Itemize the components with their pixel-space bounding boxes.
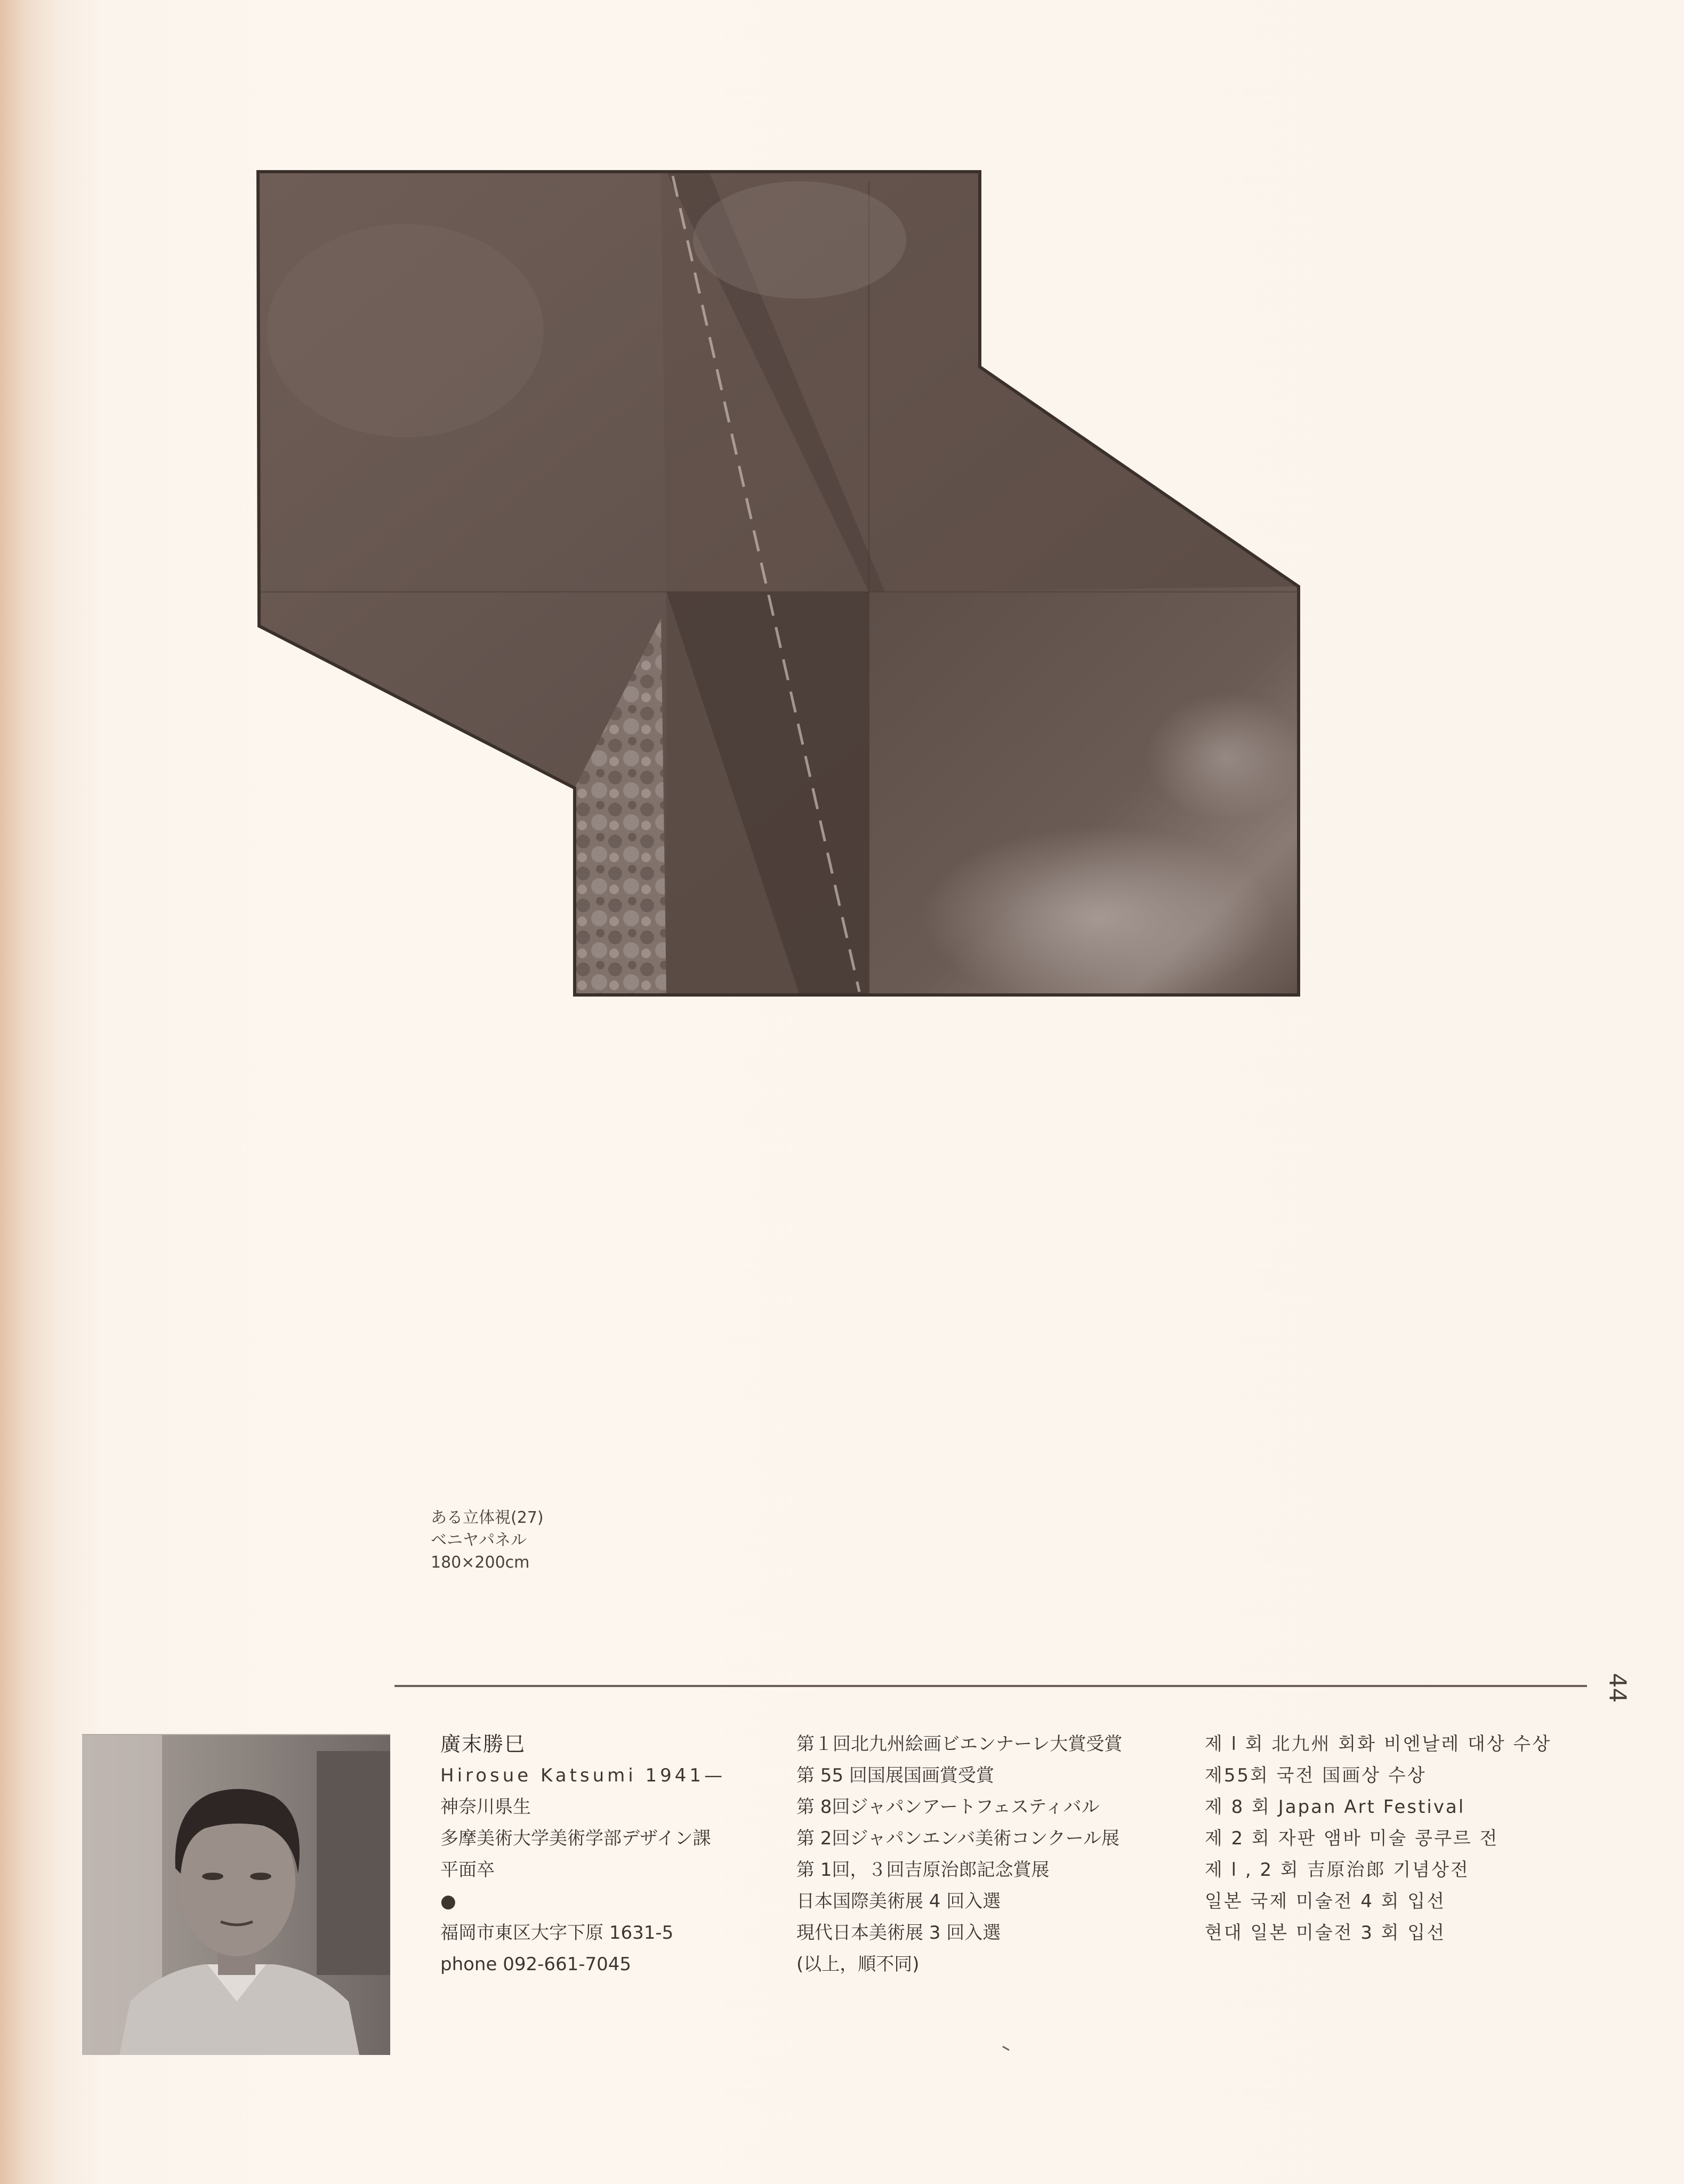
section-divider (394, 1685, 1587, 1687)
awards-list-jp (796, 1729, 1122, 1980)
award-item: 第１回北九州絵画ビエンナーレ大賞受賞 (796, 1733, 1123, 1755)
artwork-title: ある立体視(27) (431, 1508, 544, 1527)
award-item-ko: 일본 국제 미술전 4 회 입선 (1205, 1891, 1446, 1912)
award-item: 日本国際美術展 4 回入選 (796, 1891, 1001, 1912)
award-item: 現代日本美術展 3 回入選 (796, 1922, 1001, 1944)
artist-education-line2: 平面卒 (440, 1859, 495, 1881)
artist-address: 福岡市東区大字下原 1631-5 (440, 1922, 674, 1944)
award-item-ko: 현대 일본 미술전 3 회 입선 (1205, 1922, 1446, 1944)
artwork-medium: ベニヤパネル (431, 1531, 527, 1549)
artist-name-en: Hirosue Katsumi 1941— (440, 1765, 726, 1786)
artwork-dimensions: 180×200cm (431, 1553, 530, 1572)
award-note: (以上，順不同) (796, 1954, 920, 1975)
artist-phone: phone 092-661-7045 (440, 1954, 632, 1975)
award-item-ko: 제55회 국전 国画상 수상 (1205, 1765, 1427, 1786)
artist-name-jp: 廣末勝巳 (440, 1732, 526, 1756)
page-number: 44 (1604, 1673, 1631, 1703)
award-item: 第 2回ジャパンエンバ美術コンクール展 (796, 1828, 1120, 1849)
award-item: 第 55 回国展国画賞受賞 (796, 1765, 994, 1786)
award-item-ko: 제 2 회 자판 앰바 미술 콩쿠르 전 (1205, 1828, 1499, 1849)
artist-bio (440, 1729, 726, 1980)
award-item-ko: 제 l , 2 회 吉原治郎 기념상전 (1205, 1859, 1470, 1881)
award-item-ko: 제 8 회 Japan Art Festival (1205, 1796, 1465, 1818)
award-item: 第 1回，３回吉原治郎記念賞展 (796, 1859, 1050, 1881)
artist-education-line1: 多摩美術大学美術学部デザイン課 (440, 1828, 711, 1849)
artist-portrait (82, 1734, 390, 2055)
artist-birthplace: 神奈川県生 (440, 1796, 531, 1818)
bullet-icon: ● (440, 1891, 456, 1912)
award-item-ko: 제 l 회 北九州 회화 비엔날레 대상 수상 (1205, 1733, 1552, 1755)
awards-list-ko (1205, 1729, 1551, 1949)
award-item: 第 8回ジャパンアートフェスティバル (796, 1796, 1100, 1818)
artwork-caption (431, 1507, 544, 1574)
